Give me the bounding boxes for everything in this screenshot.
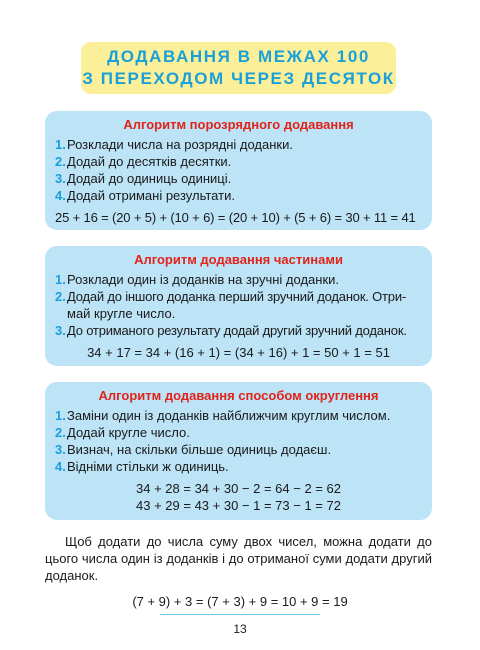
page-divider: [160, 614, 320, 615]
algorithm-card-rounding: [45, 382, 432, 520]
step-item: [55, 407, 422, 424]
step-text: Розклади числа на розрядні доданки.: [67, 137, 293, 152]
example-formula: 34 + 28 = 34 + 30 − 2 = 64 − 2 = 62: [136, 481, 341, 496]
example-formula: 43 + 29 = 43 + 30 − 1 = 73 − 1 = 72: [136, 498, 341, 513]
step-text: Розклади один із доданків на зручні доданки.: [67, 272, 340, 287]
page-title-line-1: ДОДАВАННЯ В МЕЖАХ 100: [107, 47, 370, 66]
step-number: 1.: [55, 137, 66, 152]
page-title-line-2: З ПЕРЕХОДОМ ЧЕРЕЗ ДЕСЯТОК: [82, 69, 395, 88]
step-number: 2.: [55, 154, 66, 169]
page-number: 13: [233, 622, 247, 636]
step-item: [55, 153, 422, 170]
step-text: До отриманого результату додай другий зручний доданок.: [67, 323, 407, 338]
step-item: [55, 187, 422, 204]
bottom-example-formula: (7 + 9) + 3 = (7 + 3) + 9 = 10 + 9 = 19: [132, 594, 348, 609]
step-text-continuation: май кругле число.: [67, 306, 176, 321]
step-item: [55, 441, 422, 458]
card-heading: Алгоритм порозрядного додавання: [123, 117, 354, 132]
step-number: 3.: [55, 323, 66, 338]
step-item: [55, 271, 422, 288]
step-item: [55, 170, 422, 187]
step-number: 2.: [55, 425, 66, 440]
rule-paragraph: Щоб додати до числа суму двох чисел, можна додати до цього числа один із доданків і до отриманої суми додати другий доданок.: [45, 534, 432, 583]
step-number: 1.: [55, 408, 66, 423]
step-text: Заміни один із доданків найближчим круглим числом.: [67, 408, 391, 423]
step-text: Додай кругле число.: [67, 425, 190, 440]
step-number: 3.: [55, 442, 66, 457]
step-number: 4.: [55, 459, 66, 474]
step-item: [55, 458, 422, 475]
step-text: Додай отримані результати.: [67, 188, 235, 203]
step-number: 2.: [55, 289, 66, 304]
step-item: [55, 424, 422, 441]
step-item: [55, 288, 422, 322]
step-number: 1.: [55, 272, 66, 287]
step-item: [55, 322, 422, 339]
step-text: Додай до іншого доданка перший зручний доданок. Отри-: [67, 289, 407, 304]
step-text: Додай до одиниць одиниці.: [67, 171, 232, 186]
page-title-box: [81, 42, 396, 94]
algorithm-card-place-value: [45, 111, 432, 230]
example-formula: 34 + 17 = 34 + (16 + 1) = (34 + 16) + 1 = 50 + 1 = 51: [87, 345, 390, 360]
step-number: 4.: [55, 188, 66, 203]
algorithm-card-by-parts: [45, 246, 432, 366]
card-heading: Алгоритм додавання способом округлення: [98, 388, 379, 403]
card-heading: Алгоритм додавання частинами: [134, 252, 343, 267]
step-number: 3.: [55, 171, 66, 186]
example-formula: 25 + 16 = (20 + 5) + (10 + 6) = (20 + 10) + (5 + 6) = 30 + 11 = 41: [55, 210, 416, 225]
step-text: Визнач, на скільки більше одиниць додаєш.: [67, 442, 332, 457]
step-text: Відніми стільки ж одиниць.: [67, 459, 229, 474]
step-item: [55, 136, 422, 153]
step-text: Додай до десятків десятки.: [67, 154, 232, 169]
